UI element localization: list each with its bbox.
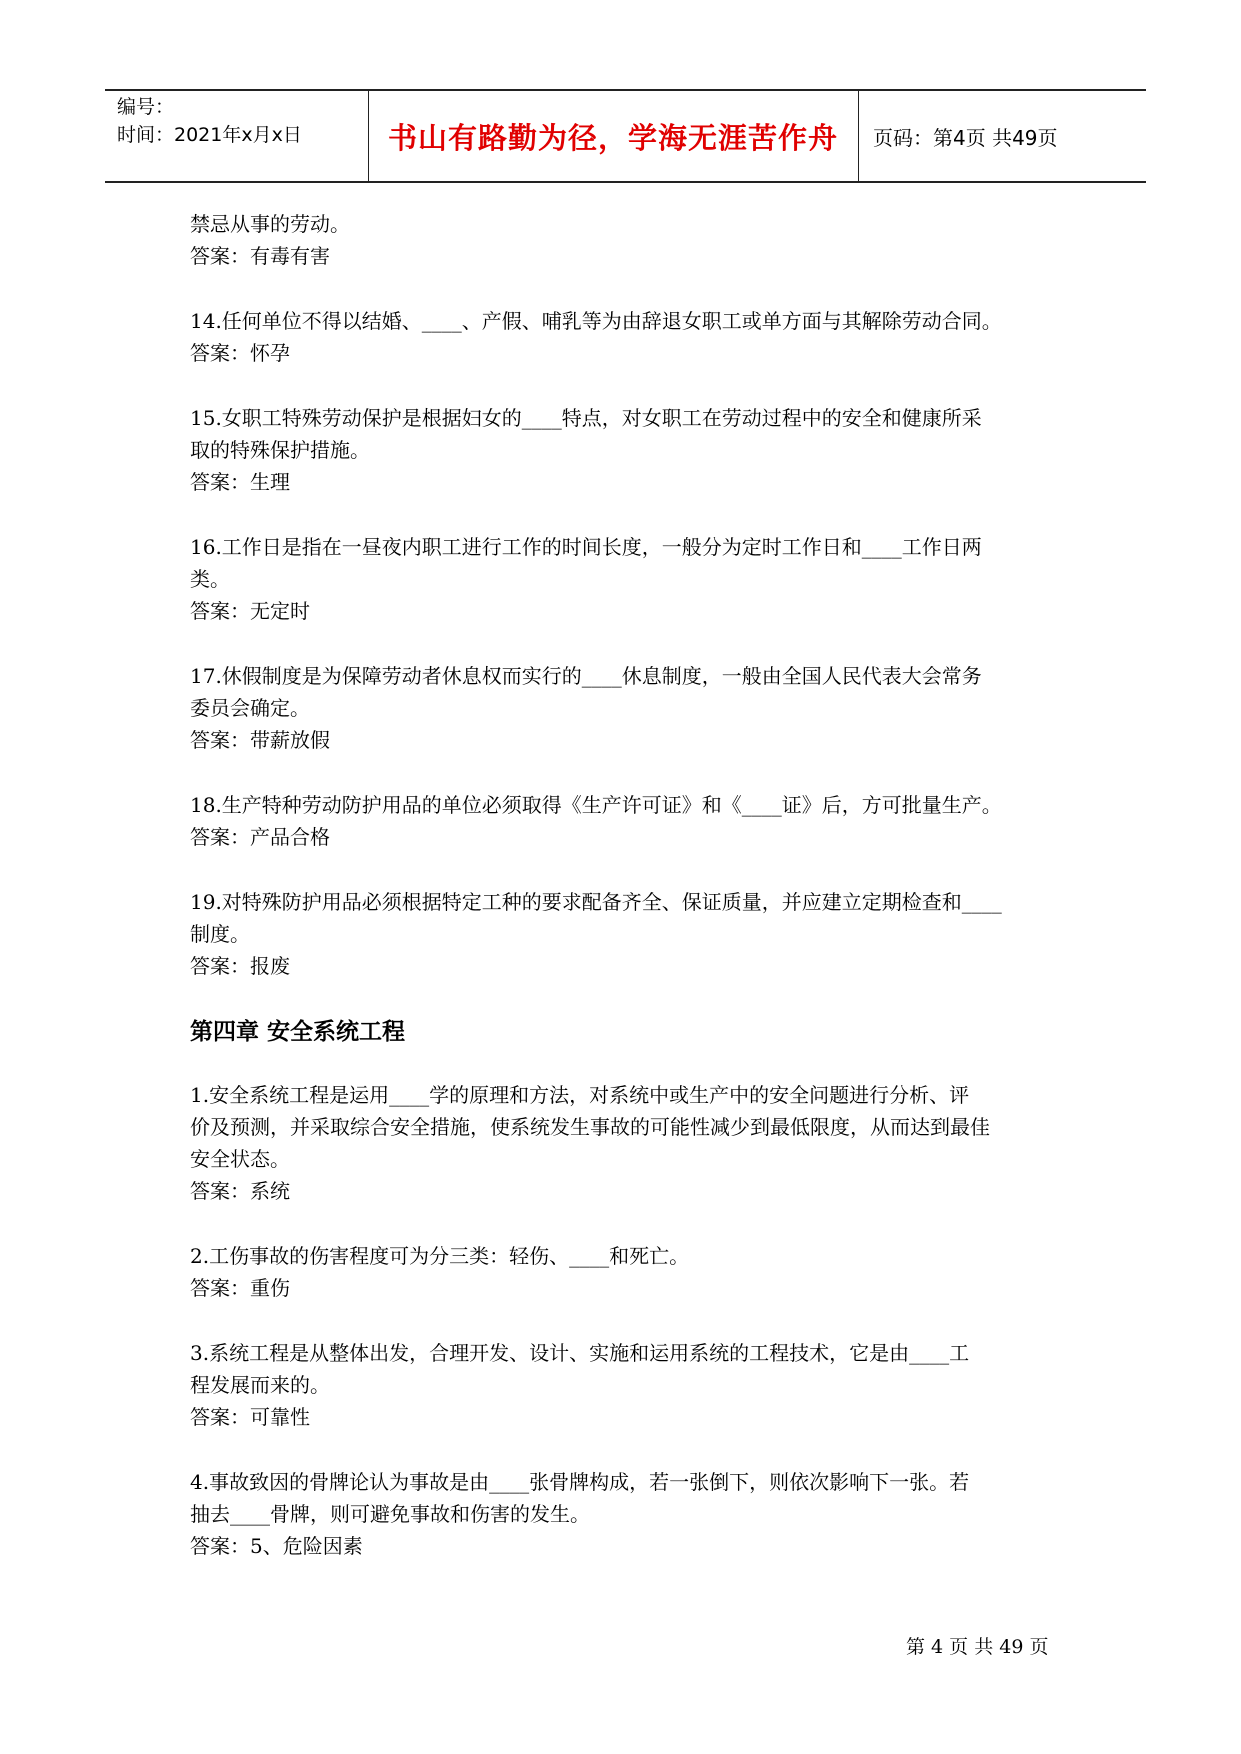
question-line: 取的特殊保护措施。 — [190, 438, 370, 462]
answer-line: 答案：无定时 — [190, 599, 310, 623]
answer-line: 答案：报废 — [190, 954, 290, 978]
question-line: 17.休假制度是为保障劳动者休息权而实行的____休息制度，一般由全国人民代表大会常务 — [190, 664, 982, 688]
question-line: 3.系统工程是从整体出发，合理开发、设计、实施和运用系统的工程技术，它是由____工 — [190, 1341, 970, 1365]
page-header — [105, 89, 1146, 183]
header-divider — [858, 91, 859, 181]
header-page-label: 页码：第4页 共49页 — [873, 125, 1058, 150]
chapter-question-list — [190, 1079, 1062, 1562]
question-block — [190, 531, 1062, 627]
question-block — [190, 208, 1062, 272]
answer-line: 答案：有毒有害 — [190, 244, 330, 268]
question-line: 14.任何单位不得以结婚、____、产假、哺乳等为由辞退女职工或单方面与其解除劳动合同。 — [190, 309, 1002, 333]
question-block — [190, 660, 1062, 756]
question-block — [190, 886, 1062, 982]
question-block — [190, 1240, 1062, 1304]
question-block — [190, 1337, 1062, 1433]
answer-line: 答案：产品合格 — [190, 825, 330, 849]
question-line: 抽去____骨牌，则可避免事故和伤害的发生。 — [190, 1502, 590, 1526]
answer-line: 答案：系统 — [190, 1179, 290, 1203]
question-line: 16.工作日是指在一昼夜内职工进行工作的时间长度，一般分为定时工作日和____工作日两 — [190, 535, 982, 559]
answer-line: 答案：5、危险因素 — [190, 1534, 363, 1558]
question-line: 2.工伤事故的伤害程度可为分三类：轻伤、____和死亡。 — [190, 1244, 690, 1268]
question-block — [190, 1079, 1062, 1207]
question-line: 安全状态。 — [190, 1147, 290, 1171]
question-block — [190, 789, 1062, 853]
number-label: 编号： — [117, 96, 175, 118]
answer-line: 答案：生理 — [190, 470, 290, 494]
question-block — [190, 305, 1062, 369]
question-line: 程发展而来的。 — [190, 1373, 330, 1397]
page-footer: 第 4 页 共 49 页 — [906, 1636, 1049, 1658]
time-label: 时间：2021年x月x日 — [117, 124, 302, 146]
header-motto: 书山有路勤为径，学海无涯苦作舟 — [387, 120, 838, 155]
answer-line: 答案：带薪放假 — [190, 728, 330, 752]
question-line: 1.安全系统工程是运用____学的原理和方法，对系统中或生产中的安全问题进行分析、评 — [190, 1083, 970, 1107]
question-line: 禁忌从事的劳动。 — [190, 212, 350, 236]
answer-line: 答案：怀孕 — [190, 341, 290, 365]
question-line: 18.生产特种劳动防护用品的单位必须取得《生产许可证》和《____证》后，方可批量生产。 — [190, 793, 1002, 817]
answer-line: 答案：重伤 — [190, 1276, 290, 1300]
question-block — [190, 1466, 1062, 1562]
document-body — [190, 208, 1062, 1595]
question-list — [190, 305, 1062, 982]
chapter-heading: 第四章 安全系统工程 — [190, 1018, 406, 1045]
question-block — [190, 402, 1062, 498]
question-line: 4.事故致因的骨牌论认为事故是由____张骨牌构成，若一张倒下，则依次影响下一张。若 — [190, 1470, 970, 1494]
question-line: 价及预测，并采取综合安全措施，使系统发生事故的可能性减少到最低限度，从而达到最佳 — [190, 1115, 990, 1139]
question-line: 类。 — [190, 567, 230, 591]
question-line: 19.对特殊防护用品必须根据特定工种的要求配备齐全、保证质量，并应建立定期检查和____ — [190, 890, 1002, 914]
header-meta — [117, 93, 302, 149]
question-line: 15.女职工特殊劳动保护是根据妇女的____特点，对女职工在劳动过程中的安全和健康所采 — [190, 406, 982, 430]
answer-line: 答案：可靠性 — [190, 1405, 310, 1429]
question-line: 委员会确定。 — [190, 696, 310, 720]
question-line: 制度。 — [190, 922, 250, 946]
